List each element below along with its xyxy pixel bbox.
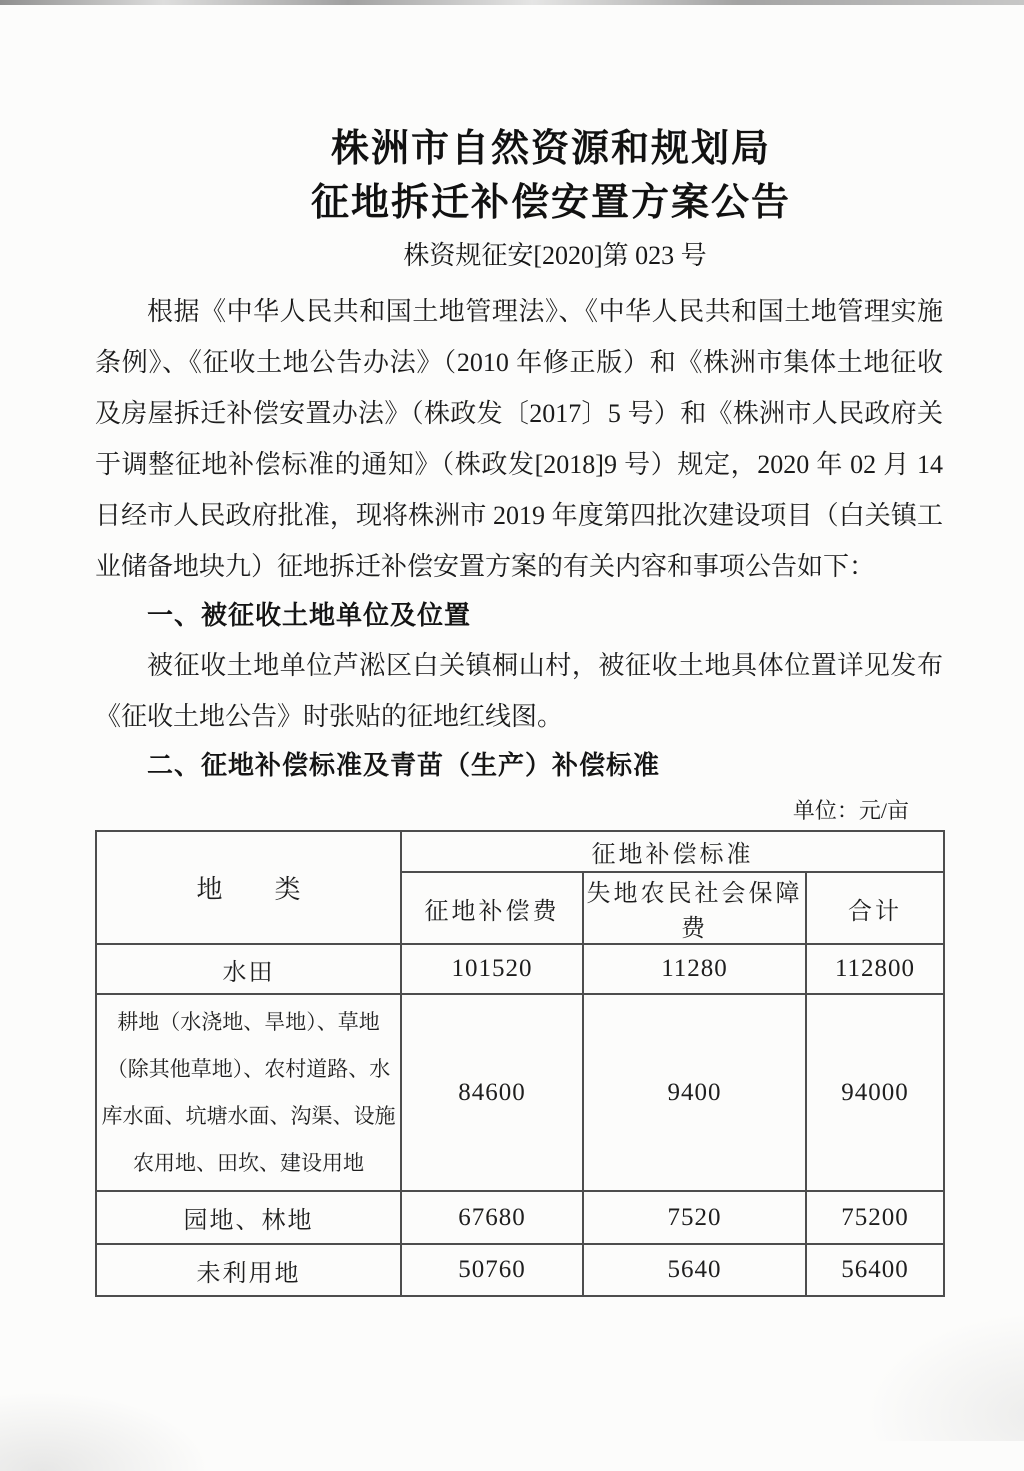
section-1-heading: 一、被征收土地单位及位置 [147,601,472,630]
cell-social-security-fee: 7520 [583,1191,806,1244]
table-row-cultivated-land [96,994,944,1191]
cell-social-security-fee: 9400 [583,994,806,1191]
cell-compensation-fee: 101520 [401,944,583,994]
intro-paragraph: 根据《中华人民共和国土地管理法》、《中华人民共和国土地管理实施条例》、《征收土地公告办法》（2010 年修正版）和《株洲市集体土地征收及房屋拆迁补偿安置办法》（株政发〔2017〕5 号）和《株洲市人民政府关于调整征地补偿标准的通知》（株政发[2018]9 号）规定，2020 年 02 月 14 日经市人民政府批准，现将株洲市 2019 年度第四批次建设项目（白关镇工业储备地块九）征地拆迁补偿安置方案的有关内容和事项公告如下： [95,297,943,581]
table-header-row-group [96,831,944,872]
cell-total: 75200 [806,1191,944,1244]
cell-total: 56400 [806,1244,944,1296]
header-total: 合计 [806,872,944,944]
cell-social-security-fee: 5640 [583,1244,806,1296]
section-1-paragraph: 被征收土地单位芦淞区白关镇桐山村，被征收土地具体位置详见发布《征收土地公告》时张贴的征地红线图。 [95,651,943,731]
cell-land-type: 耕地（水浇地、旱地）、草地（除其他草地）、农村道路、水库水面、坑塘水面、沟渠、设施农用地、田坎、建设用地 [96,994,401,1191]
header-social-security-fee: 失地农民社会保障费 [583,872,806,944]
cell-land-type: 水田 [96,944,401,994]
compensation-table [95,830,945,1297]
document-title-line2: 征地拆迁补偿安置方案公告 [310,182,791,224]
cell-compensation-fee: 84600 [401,994,583,1191]
table-row-garden-forest [96,1191,944,1244]
cell-land-type: 园地、林地 [96,1191,401,1244]
cell-compensation-fee: 50760 [401,1244,583,1296]
scan-artifact-bottom-right [864,1311,1024,1441]
table-unit-label: 单位：元/亩 [792,798,909,823]
cell-compensation-fee: 67680 [401,1191,583,1244]
document-number: 株资规征安[2020]第 023 号 [403,241,707,270]
cell-land-type: 未利用地 [96,1244,401,1296]
cell-total: 112800 [806,944,944,994]
document-content [95,0,943,1297]
header-compensation-standard: 征地补偿标准 [401,831,944,872]
document-title-line1: 株洲市自然资源和规划局 [330,128,771,170]
cell-total: 94000 [806,994,944,1191]
cell-social-security-fee: 11280 [583,944,806,994]
table-row-unused-land [96,1244,944,1296]
header-land-type: 地 类 [96,831,401,944]
table-row-paddy-field [96,944,944,994]
scan-artifact-bottom-left [0,1391,210,1471]
section-2-heading: 二、征地补偿标准及青苗（生产）补偿标准 [147,751,661,780]
title-block [127,122,975,230]
header-compensation-fee: 征地补偿费 [401,872,583,944]
